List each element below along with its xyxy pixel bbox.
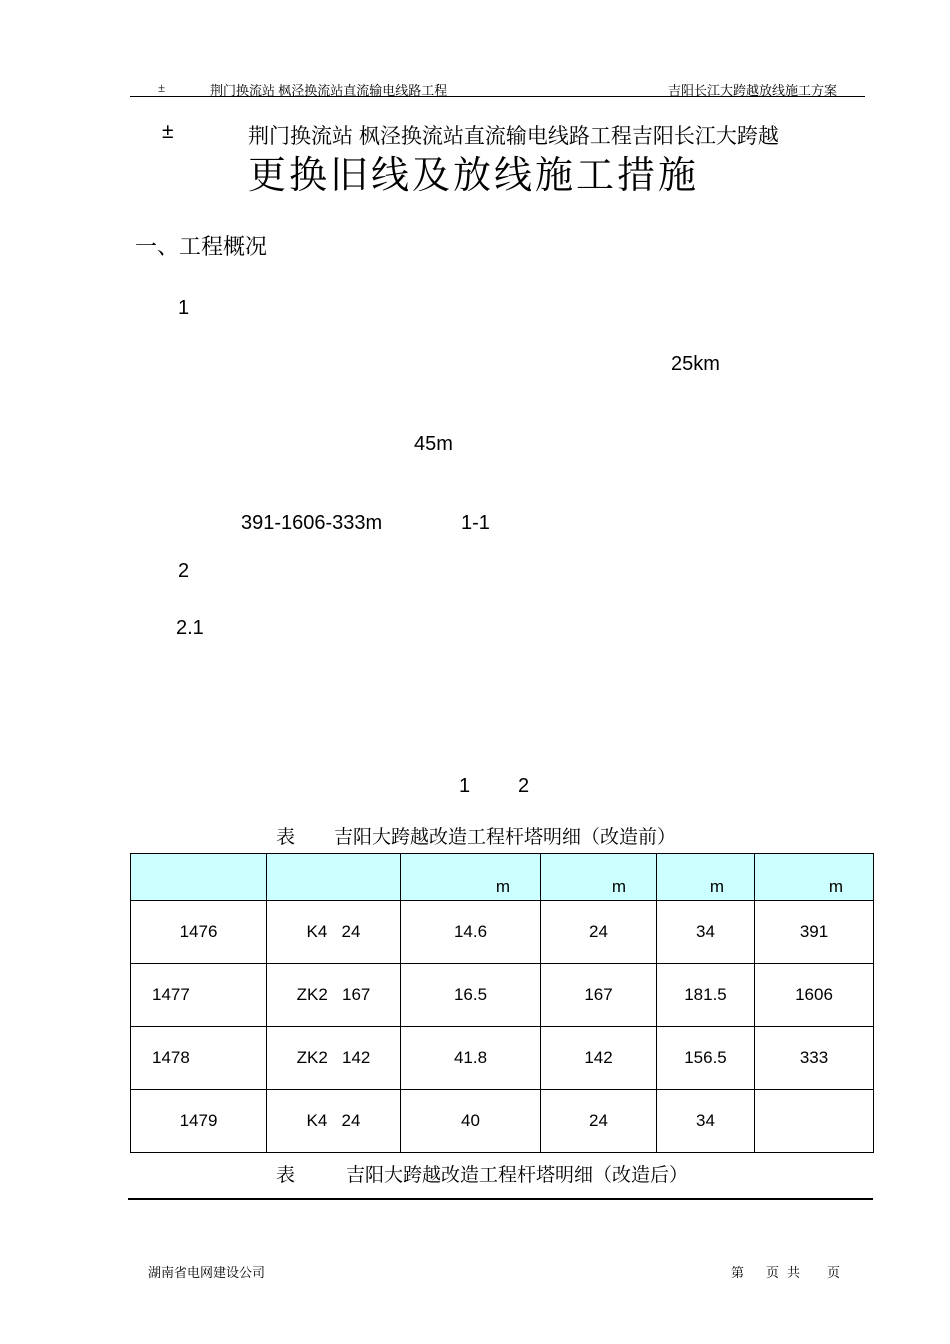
cell-value: 41.8 [401, 1027, 541, 1090]
cell-value: 156.5 [657, 1027, 755, 1090]
tower-type-height: 142 [341, 1048, 371, 1067]
tower-type-code: ZK2 [296, 985, 328, 1004]
footer-page-gong: 共 [787, 1265, 801, 1280]
item-number-2: 2 [178, 560, 190, 582]
table1-caption-prefix: 表 [276, 827, 296, 848]
footer-page-ye2: 页 [827, 1265, 841, 1280]
distance-value: 25km [671, 353, 720, 375]
footer-page-ye: 页 [766, 1265, 780, 1280]
header-cell [131, 854, 267, 901]
table-row [131, 964, 874, 1027]
table2-caption: 吉阳大跨越改造工程杆塔明细（改造后） [346, 1165, 689, 1186]
figure-ref: 1-1 [461, 512, 490, 534]
tower-type-code: K4 [306, 1111, 328, 1130]
table-ref-1: 1 [459, 775, 471, 797]
title-symbol: ± [162, 120, 174, 143]
table-row [131, 1090, 874, 1153]
header-unit: m [401, 854, 541, 901]
cell-value: 142 [541, 1027, 657, 1090]
tower-type [267, 901, 401, 964]
table-row [131, 1027, 874, 1090]
tower-number: 1477 [131, 964, 267, 1027]
span-values: 391-1606-333m [241, 512, 383, 534]
section-heading: 一、工程概况 [135, 234, 268, 259]
tower-type-height: 167 [341, 985, 371, 1004]
table2-caption-prefix: 表 [276, 1165, 296, 1186]
tower-number: 1476 [131, 901, 267, 964]
tower-number: 1478 [131, 1027, 267, 1090]
tower-type [267, 1090, 401, 1153]
table1-caption: 吉阳大跨越改造工程杆塔明细（改造前） [334, 827, 677, 848]
span-value: 1606 [755, 964, 874, 1027]
cell-value: 14.6 [401, 901, 541, 964]
span-value: 391 [755, 901, 874, 964]
span-value: 333 [755, 1027, 874, 1090]
header-unit: m [541, 854, 657, 901]
cell-value: 34 [657, 901, 755, 964]
title-line1: 荆门换流站 枫泾换流站直流输电线路工程吉阳长江大跨越 [248, 125, 779, 148]
cell-value: 40 [401, 1090, 541, 1153]
cell-value: 34 [657, 1090, 755, 1153]
header-unit: m [755, 854, 874, 901]
header-symbol: ± [158, 80, 166, 95]
item-number-2-1: 2.1 [176, 617, 204, 639]
tower-type-code: K4 [306, 922, 328, 941]
tower-type-code: ZK2 [296, 1048, 328, 1067]
tower-type-height: 24 [341, 922, 361, 941]
cell-value: 24 [541, 1090, 657, 1153]
span-value [755, 1090, 874, 1153]
cell-value: 16.5 [401, 964, 541, 1027]
header-doc-title: 吉阳长江大跨越放线施工方案 [668, 83, 838, 98]
table-row [131, 901, 874, 964]
header-divider [130, 96, 865, 97]
table-ref-2: 2 [518, 775, 530, 797]
header-cell [267, 854, 401, 901]
header-unit: m [657, 854, 755, 901]
cell-value: 167 [541, 964, 657, 1027]
tower-number: 1479 [131, 1090, 267, 1153]
item-number-1: 1 [178, 297, 190, 319]
cell-value: 24 [541, 901, 657, 964]
tower-table [130, 853, 874, 1153]
header-project: 荆门换流站 枫泾换流站直流输电线路工程 [210, 83, 448, 98]
table-header-row [131, 854, 874, 901]
page-title: 更换旧线及放线施工措施 [248, 155, 700, 197]
height-value: 45m [414, 433, 453, 455]
footer-company: 湖南省电网建设公司 [148, 1265, 266, 1280]
tower-type [267, 1027, 401, 1090]
cell-value: 181.5 [657, 964, 755, 1027]
tower-type-height: 24 [341, 1111, 361, 1130]
footer-divider [128, 1198, 873, 1200]
tower-type [267, 964, 401, 1027]
footer-page-di: 第 [731, 1265, 745, 1280]
